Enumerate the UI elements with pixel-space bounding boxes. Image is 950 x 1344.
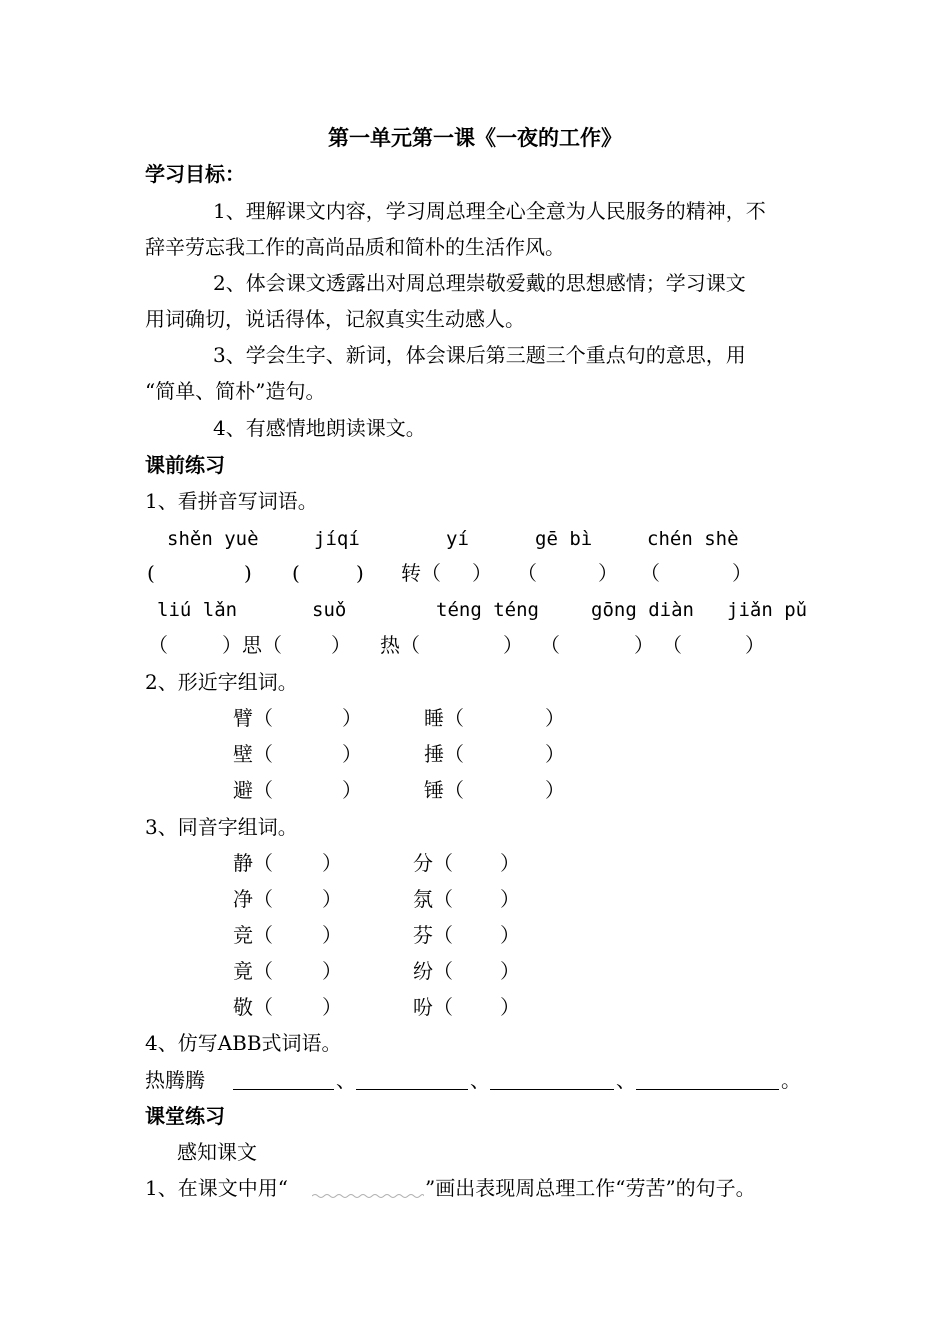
q2-item: 臂（ [233, 706, 273, 730]
class-practice-heading: 课堂练习 [145, 1104, 225, 1128]
q3-item-close: ） [500, 959, 520, 983]
pinyin-liu-lan: liú lǎn [157, 599, 238, 621]
objective-4: 4、有感情地朗读课文。 [213, 416, 426, 440]
page-title: 第一单元第一课《一夜的工作》 [328, 126, 622, 150]
pinyin-jiqi: jíqí [314, 528, 360, 550]
q3-item: 分（ [413, 851, 453, 875]
objectives-heading: 学习目标： [145, 162, 245, 186]
q2-label: 2、形近字组词。 [145, 670, 298, 694]
q3-item-close: ） [500, 923, 520, 947]
q3-item-close: ） [500, 851, 520, 875]
q2-item-close: ） [342, 778, 362, 802]
pinyin-chen-she: chén shè [647, 528, 739, 550]
pre-practice-heading: 课前练习 [145, 453, 225, 477]
q3-item: 净（ [233, 887, 273, 911]
blank-zhuan: 转（ [401, 561, 441, 585]
q3-item: 静（ [233, 851, 273, 875]
q3-item-close: ） [322, 887, 342, 911]
blank-open: （ [540, 633, 560, 657]
q3-item-close: ） [322, 995, 342, 1019]
blank-re: 热（ [380, 633, 420, 657]
blank-close: ） [732, 561, 752, 585]
q3-item: 纷（ [413, 959, 453, 983]
objective-3-line-2: “简单、简朴”造句。 [145, 379, 326, 403]
blank-open: （ [640, 561, 660, 585]
q2-item-close: ） [545, 742, 565, 766]
separator: 、 [616, 1068, 636, 1092]
q3-label: 3、同音字组词。 [145, 815, 298, 839]
q3-item-close: ） [500, 995, 520, 1019]
q1-label: 1、看拼音写词语。 [145, 489, 318, 513]
q2-item: 锤（ [424, 778, 464, 802]
q2-item-close: ） [545, 778, 565, 802]
q2-item-close: ） [342, 742, 362, 766]
blank-open: （ [662, 633, 682, 657]
blank-open: （ [517, 561, 537, 585]
q3-item: 竟（ [233, 959, 273, 983]
blank-close: ） [472, 561, 492, 585]
q3-item: 竞（ [233, 923, 273, 947]
blank-close: ) [244, 561, 252, 585]
q3-item-close: ） [322, 851, 342, 875]
class-q1-suffix: ”画出表现周总理工作“劳苦”的句子。 [425, 1176, 756, 1200]
answer-line [636, 1089, 779, 1090]
separator: 、 [336, 1068, 356, 1092]
blank-close: ) [356, 561, 364, 585]
objective-2-line-1: 2、体会课文透露出对周总理崇敬爱戴的思想感情；学习课文 [213, 271, 746, 295]
objective-2-line-2: 用词确切，说话得体，记叙真实生动感人。 [145, 307, 525, 331]
pinyin-gong-dian: gōng diàn [591, 599, 694, 621]
q3-item-close: ） [322, 923, 342, 947]
q2-item: 睡（ [424, 706, 464, 730]
pinyin-teng-teng: téng téng [436, 599, 539, 621]
blank-close: ） [634, 633, 654, 657]
q2-item-close: ） [342, 706, 362, 730]
q3-item: 芬（ [413, 923, 453, 947]
pinyin-ge-bi: gē bì [535, 528, 593, 550]
blank-si: ）思（ [222, 633, 282, 657]
objective-1-line-2: 辞辛劳忘我工作的高尚品质和简朴的生活作风。 [145, 235, 565, 259]
separator: 、 [470, 1068, 490, 1092]
q3-item: 氛（ [413, 887, 453, 911]
pinyin-yi: yí [446, 528, 469, 550]
q2-item: 避（ [233, 778, 273, 802]
pinyin-jian-pu: jiǎn pǔ [727, 599, 808, 621]
q2-item: 壁（ [233, 742, 273, 766]
blank-close: ） [598, 561, 618, 585]
class-practice-sub: 感知课文 [177, 1140, 257, 1164]
blank-close: ） [503, 633, 523, 657]
objective-1-line-1: 1、理解课文内容，学习周总理全心全意为人民服务的精神，不 [213, 199, 766, 223]
q3-item: 吩（ [413, 995, 453, 1019]
period: 。 [781, 1068, 801, 1092]
class-q1-prefix: 1、在课文中用“ [145, 1176, 288, 1200]
q3-item-close: ） [322, 959, 342, 983]
pinyin-suo: suǒ [312, 599, 347, 621]
answer-line [233, 1089, 334, 1090]
answer-line [356, 1089, 468, 1090]
blank-open: ( [292, 561, 300, 585]
pinyin-shen-yue: shěn yuè [167, 528, 259, 550]
blank-open: ( [147, 561, 155, 585]
q2-item: 捶（ [424, 742, 464, 766]
q2-item-close: ） [545, 706, 565, 730]
q4-label: 4、仿写ABB式词语。 [145, 1031, 342, 1055]
wavy-underline-sample [312, 1193, 424, 1199]
q3-item-close: ） [500, 887, 520, 911]
blank-open: （ [148, 633, 168, 657]
answer-line [490, 1089, 614, 1090]
blank-close: ） [331, 633, 351, 657]
blank-close: ） [745, 633, 765, 657]
objective-3-line-1: 3、学会生字、新词，体会课后第三题三个重点句的意思，用 [213, 343, 746, 367]
q3-item: 敬（ [233, 995, 273, 1019]
q4-example: 热腾腾 [145, 1068, 205, 1092]
